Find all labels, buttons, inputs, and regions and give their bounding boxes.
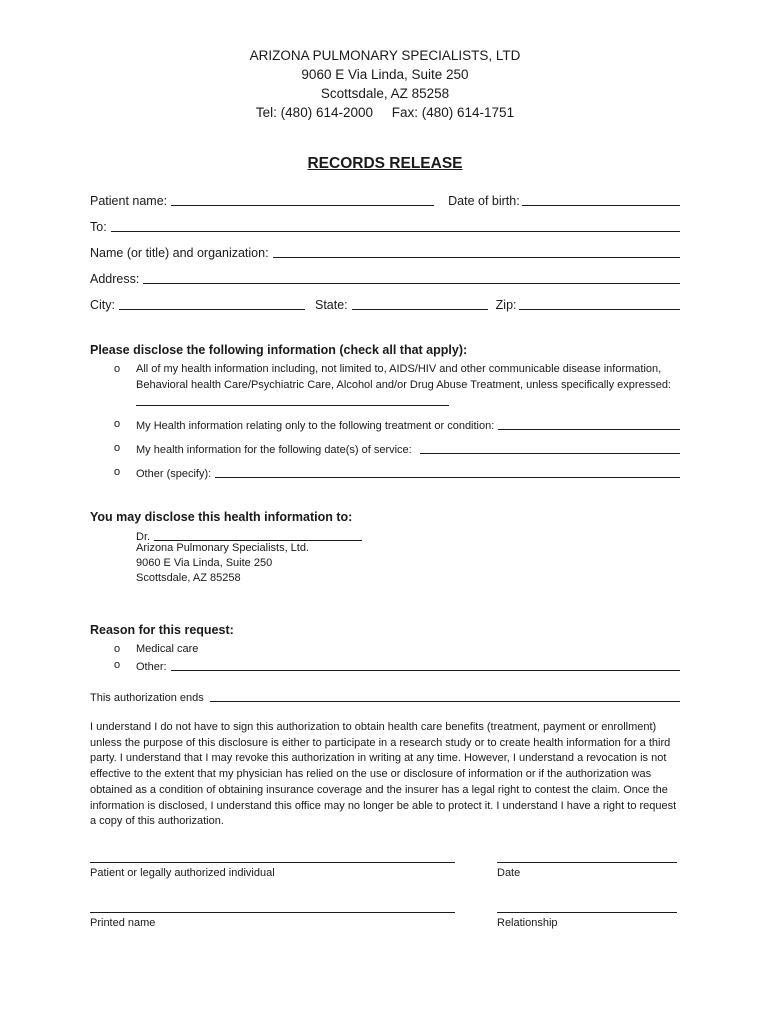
address-label: Address:: [90, 272, 140, 286]
treatment-field[interactable]: [498, 417, 680, 430]
checkbox-reason-other[interactable]: o: [114, 659, 121, 671]
reason-other-field[interactable]: [171, 658, 680, 671]
company-contact: Tel: (480) 614-2000 Fax: (480) 614-1751: [255, 105, 515, 120]
auth-ends-label: This authorization ends: [90, 692, 204, 704]
name-org-row: [90, 242, 680, 260]
name-org-field[interactable]: [273, 245, 680, 258]
recipient-dr-row: [136, 525, 362, 543]
state-label: State:: [315, 298, 348, 312]
opt-other-label: Other (specify):: [136, 468, 212, 480]
printed-name-label: Printed name: [90, 917, 156, 929]
opt-all-info-line2: Behavioral health Care/Psychiatric Care, Alcohol and/or Drug Abuse Treatment, unless specifically expressed:: [136, 379, 671, 391]
company-name: ARIZONA PULMONARY SPECIALISTS, LTD: [249, 48, 521, 63]
city-label: City:: [90, 298, 115, 312]
reason-other-row: [136, 655, 680, 673]
checkbox-treatment[interactable]: o: [114, 418, 121, 430]
company-city: Scottsdale, AZ 85258: [320, 86, 450, 101]
patient-signature-label: Patient or legally authorized individual: [90, 867, 275, 879]
state-field[interactable]: [352, 297, 488, 310]
city-state-zip-row: [90, 294, 680, 312]
dates-field[interactable]: [420, 441, 680, 454]
patient-row: [90, 190, 680, 208]
dates-row: [136, 438, 680, 456]
page-title: RECORDS RELEASE: [307, 155, 463, 172]
checkbox-all-info[interactable]: o: [114, 363, 121, 375]
disclose-heading: Please disclose the following information (check all that apply):: [90, 343, 468, 357]
name-org-label: Name (or title) and organization:: [90, 246, 269, 260]
to-label: To:: [90, 220, 107, 234]
zip-field[interactable]: [519, 297, 680, 310]
company-street: 9060 E Via Linda, Suite 250: [301, 67, 469, 82]
other-info-row: [136, 462, 680, 480]
opt-treatment-label: My Health information relating only to the following treatment or condition:: [136, 420, 495, 432]
recipient-street: 9060 E Via Linda, Suite 250: [136, 557, 273, 569]
recipient-city: Scottsdale, AZ 85258: [136, 572, 241, 584]
reason-medical-care: Medical care: [136, 643, 199, 655]
opt-all-info-line1: All of my health information including, not limited to, AIDS/HIV and other communicable disease information,: [136, 363, 662, 375]
date-signature-label: Date: [497, 867, 521, 879]
recipient-dr-label: Dr.: [136, 531, 151, 543]
printed-name-field[interactable]: [90, 912, 455, 913]
auth-ends-row: [90, 686, 680, 704]
treatment-row: [136, 414, 680, 432]
relationship-label: Relationship: [497, 917, 558, 929]
dob-field[interactable]: [522, 193, 680, 206]
address-row: [90, 268, 680, 286]
recipient-heading: You may disclose this health information to:: [90, 510, 353, 524]
other-info-field[interactable]: [215, 465, 680, 478]
checkbox-dates[interactable]: o: [114, 442, 121, 454]
reason-other-label: Other:: [136, 661, 167, 673]
recipient-org: Arizona Pulmonary Specialists, Ltd.: [136, 542, 310, 554]
patient-signature-field[interactable]: [90, 862, 455, 863]
auth-ends-field[interactable]: [210, 689, 680, 702]
to-field[interactable]: [111, 219, 680, 232]
city-field[interactable]: [119, 297, 305, 310]
checkbox-other-info[interactable]: o: [114, 466, 121, 478]
relationship-field[interactable]: [497, 912, 677, 913]
recipient-dr-field[interactable]: [154, 528, 362, 541]
authorization-statement: I understand I do not have to sign this authorization to obtain health care benefits (treatment, payment or enrollment) unless the purpose of this disclosure is either to participate in a research study or to create health information for a third party. I understand that I may revoke this authorization in writing at any time. However, I understand a revocation is not effective to the extent that my physician has relied on the use or disclosure of information or if the authorization was obtained as a condition of obtaining insurance coverage and the insurer has a legal right to contest the claim. Once the information is disclosed, I understand this office may no longer be able to protect it. I understand I have a right to request a copy of this authorization.: [90, 721, 677, 828]
dob-label: Date of birth:: [448, 194, 520, 208]
opt-dates-label: My health information for the following date(s) of service:: [136, 444, 412, 456]
zip-label: Zip:: [495, 298, 517, 312]
all-info-exception-field[interactable]: [136, 405, 449, 406]
checkbox-medical-care[interactable]: o: [114, 643, 121, 655]
patient-name-label: Patient name:: [90, 194, 168, 208]
patient-name-field[interactable]: [171, 193, 434, 206]
to-row: [90, 216, 680, 234]
date-signature-field[interactable]: [497, 862, 677, 863]
reason-heading: Reason for this request:: [90, 623, 234, 637]
address-field[interactable]: [143, 271, 680, 284]
